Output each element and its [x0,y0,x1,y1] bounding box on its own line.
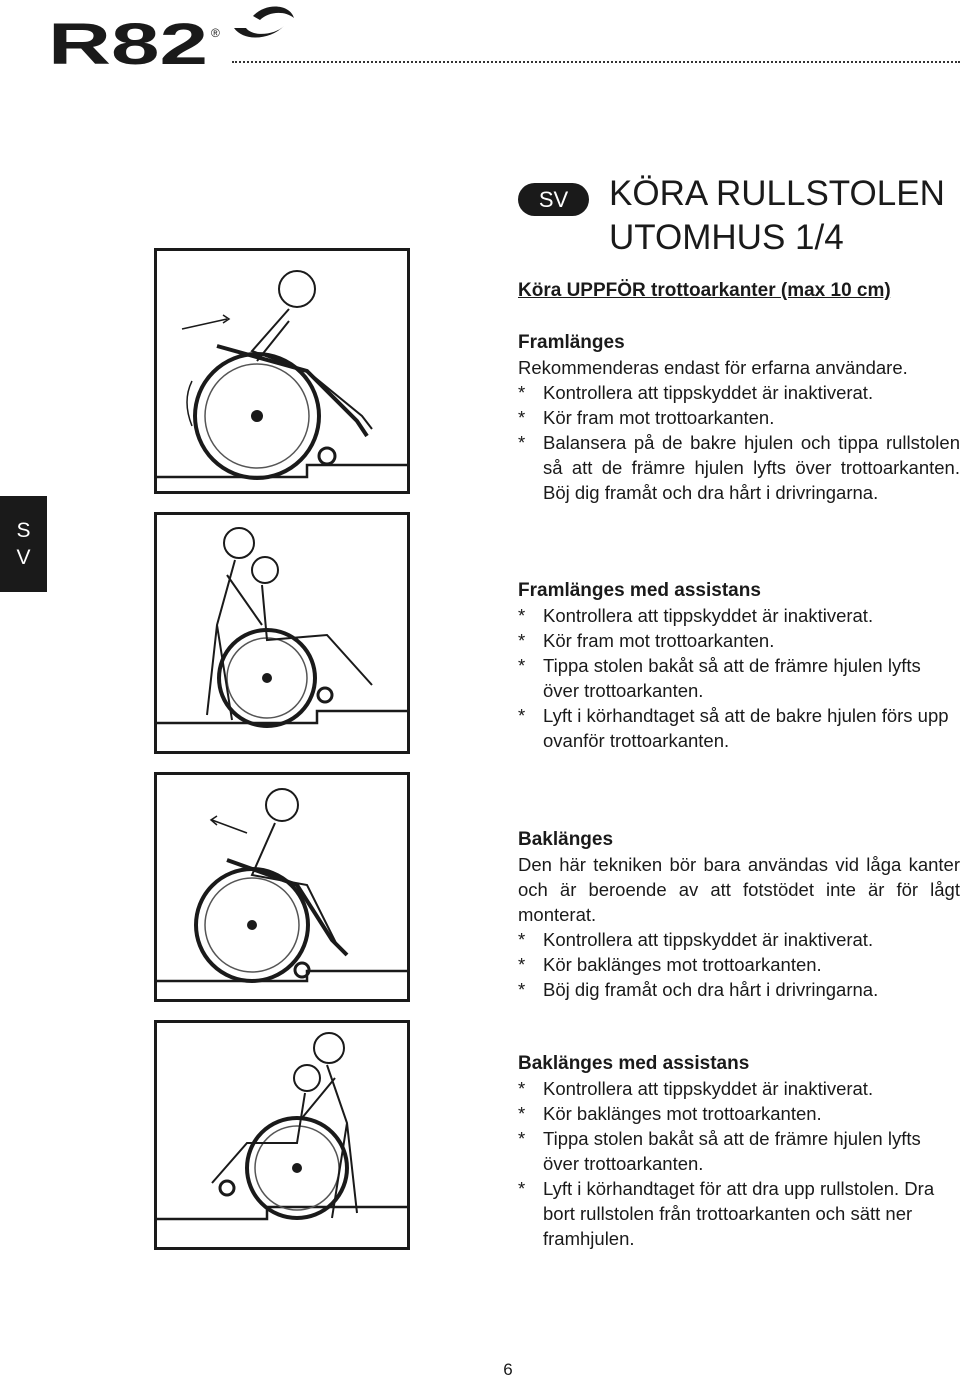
header-dotted-rule [232,61,960,63]
section-forward [518,330,960,505]
instruction-list [518,927,960,1002]
section-intro: Rekommenderas endast för erfarna användare. [518,357,908,378]
figure-forward [154,248,410,494]
instruction-list [518,603,960,753]
registered-mark: ® [211,26,220,40]
list-item-text: Kontrollera att tippskyddet är inaktiverat. [543,929,874,950]
bullet-star: * [518,1178,526,1199]
bullet-star: * [518,954,526,975]
list-item [518,430,960,505]
section-heading: Baklänges med assistans [518,1053,750,1074]
bullet-star: * [518,630,526,651]
bullet-star: * [518,382,526,403]
bullet-star: * [518,929,526,950]
side-tab-letter-v: V [16,546,31,569]
section-subtitle: Köra UPPFÖR trottoarkanter (max 10 cm) [518,280,891,301]
page-title [609,172,945,260]
list-item-text: Kör fram mot trottoarkanten. [543,630,775,651]
section-backward-assisted [518,1051,960,1251]
bullet-star: * [518,705,526,726]
list-item-text: Kör baklänges mot trottoarkanten. [543,954,822,975]
section-intro: Den här tekniken bör bara användas vid låga kanter och är beroende av att fotstödet inte är för lågt monterat. [518,854,960,925]
list-item [518,952,960,977]
list-item [518,1101,960,1126]
bullet-star: * [518,432,526,453]
list-item [518,977,960,1002]
instruction-list [518,380,960,505]
page-title-line2: UTOMHUS 1/4 [609,218,844,257]
bullet-star: * [518,979,526,1000]
figure-forward-assisted [154,512,410,754]
page-title-line1: KÖRA RULLSTOLEN [609,174,945,213]
list-item [518,1176,960,1251]
list-item-text: Lyft i körhandtaget så att de bakre hjulen förs upp ovanför trottoarkanten. [543,705,949,751]
list-item-text: Kör baklänges mot trottoarkanten. [543,1103,822,1124]
list-item [518,927,960,952]
list-item [518,703,960,753]
side-tab-letter-s: S [16,519,31,542]
list-item-text: Lyft i körhandtaget för att dra upp rullstolen. Dra bort rullstolen från trottoarkanten och sätt ner framhjulen. [543,1178,935,1249]
list-item-text: Kör fram mot trottoarkanten. [543,407,775,428]
bullet-star: * [518,1128,526,1149]
list-item [518,628,960,653]
bullet-star: * [518,407,526,428]
figure-backward-assisted [154,1020,410,1250]
list-item-text: Kontrollera att tippskyddet är inaktiverat. [543,382,874,403]
section-heading: Baklänges [518,829,614,850]
side-language-tab [0,496,47,592]
bullet-star: * [518,605,526,626]
bullet-star: * [518,655,526,676]
figure-backward [154,772,410,1002]
list-item [518,1076,960,1101]
wheelchair-forward-assisted-illustration [157,515,407,751]
section-heading: Framlänges [518,332,625,353]
logo-text: R82 [48,12,208,70]
list-item [518,1126,960,1176]
wheelchair-forward-illustration [157,251,407,491]
list-item-text: Tippa stolen bakåt så att de främre hjulen lyfts över trottoarkanten. [543,655,921,701]
bullet-star: * [518,1078,526,1099]
list-item-text: Kontrollera att tippskyddet är inaktiverat. [543,605,874,626]
list-item-text: Kontrollera att tippskyddet är inaktiverat. [543,1078,874,1099]
list-item-text: Tippa stolen bakåt så att de främre hjulen lyfts över trottoarkanten. [543,1128,921,1174]
bullet-star: * [518,1103,526,1124]
list-item-text: Balansera på de bakre hjulen och tippa rullstolen så att de främre hjulen lyfts över trottoarkanten. Böj dig framåt och dra hårt i drivringarna. [543,432,960,503]
section-backward [518,827,960,1002]
list-item [518,380,960,405]
wheelchair-backward-assisted-illustration [157,1023,407,1247]
wheelchair-backward-illustration [157,775,407,999]
instruction-list [518,1076,960,1251]
page-number: 6 [503,1360,513,1379]
section-heading: Framlänges med assistans [518,580,761,601]
section-forward-assisted [518,578,960,753]
list-item [518,653,960,703]
list-item-text: Böj dig framåt och dra hårt i drivringarna. [543,979,879,1000]
language-badge: SV [518,183,589,216]
list-item [518,603,960,628]
list-item [518,405,960,430]
